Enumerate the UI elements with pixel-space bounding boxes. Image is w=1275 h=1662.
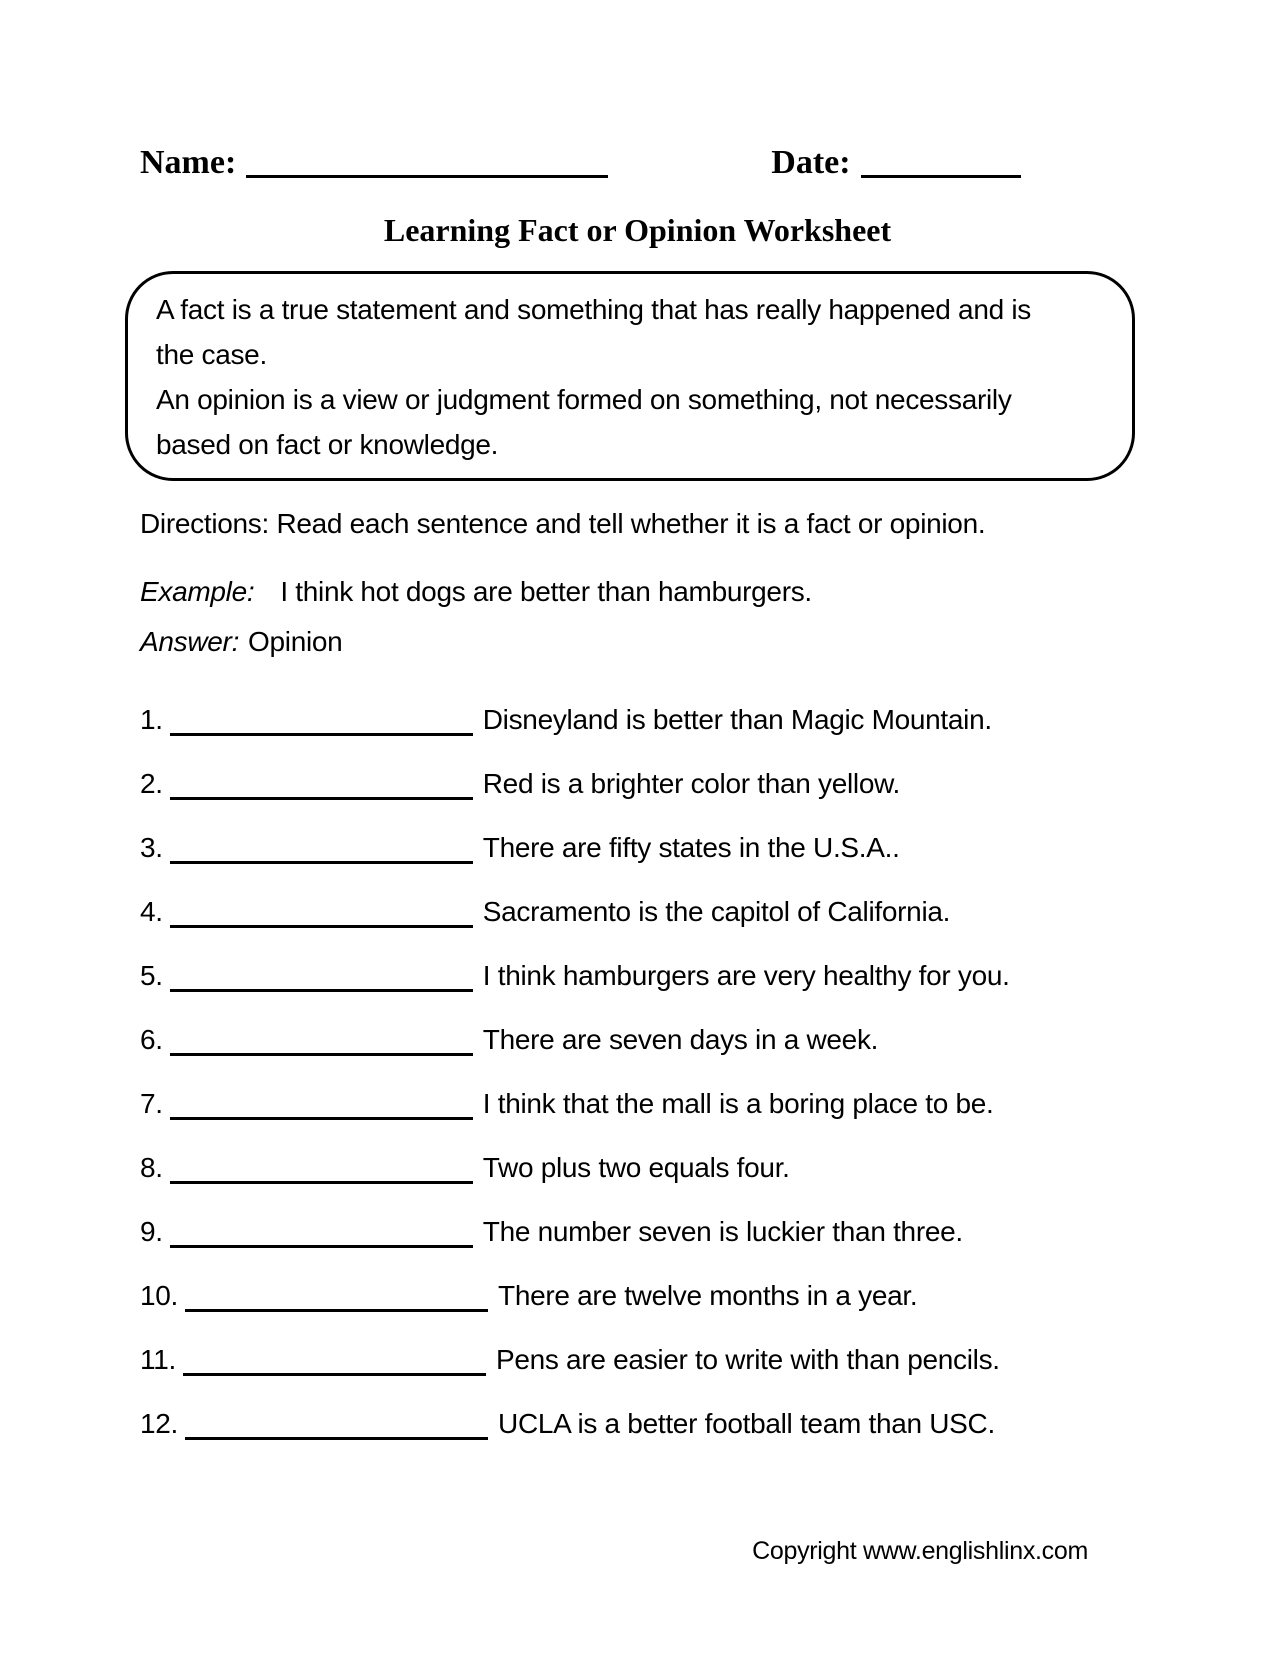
- list-item: [140, 1021, 1135, 1059]
- page-title: Learning Fact or Opinion Worksheet: [383, 212, 892, 248]
- copyright-text: Copyright www.englishlinx.com: [752, 1537, 1088, 1565]
- definition-line: A fact is a true statement and something that has really happened and is: [156, 294, 1031, 325]
- item-sentence: Sacramento is the capitol of California.: [482, 896, 951, 927]
- item-number: 10.: [140, 1280, 179, 1311]
- list-item: [140, 1213, 1135, 1251]
- example-text: I think hot dogs are better than hamburgers.: [280, 576, 812, 607]
- list-item: [140, 1277, 1135, 1315]
- answer-blank[interactable]: [170, 1153, 473, 1184]
- item-number: 9.: [140, 1216, 163, 1247]
- list-item: [140, 1149, 1135, 1187]
- name-input-line[interactable]: [246, 149, 608, 178]
- list-item: [140, 1085, 1135, 1123]
- item-sentence: I think hamburgers are very healthy for you.: [482, 960, 1010, 991]
- item-sentence: I think that the mall is a boring place to be.: [482, 1088, 994, 1119]
- answer-blank[interactable]: [170, 961, 473, 992]
- answer-row: [140, 623, 1135, 661]
- list-item: [140, 765, 1135, 803]
- item-sentence: UCLA is a better football team than USC.: [498, 1408, 995, 1439]
- list-item: [140, 893, 1135, 931]
- item-sentence: Two plus two equals four.: [482, 1152, 790, 1183]
- directions-text: Directions: Read each sentence and tell whether it is a fact or opinion.: [140, 508, 986, 539]
- definition-box: [125, 271, 1135, 481]
- item-sentence: There are twelve months in a year.: [498, 1280, 918, 1311]
- item-number: 11.: [140, 1344, 176, 1375]
- answer-blank[interactable]: [170, 705, 473, 736]
- date-input-line[interactable]: [861, 149, 1021, 178]
- answer-label: Answer:: [140, 626, 240, 657]
- item-number: 3.: [140, 832, 163, 863]
- answer-blank[interactable]: [170, 1089, 473, 1120]
- name-label: Name:: [140, 144, 237, 181]
- item-number: 7.: [140, 1088, 163, 1119]
- list-item: [140, 1341, 1135, 1379]
- answer-blank[interactable]: [170, 833, 473, 864]
- answer-blank[interactable]: [170, 769, 473, 800]
- definition-line: An opinion is a view or judgment formed on something, not necessarily: [156, 384, 1012, 415]
- item-number: 2.: [140, 768, 163, 799]
- items-list: [140, 701, 1135, 1443]
- list-item: [140, 701, 1135, 739]
- list-item: [140, 957, 1135, 995]
- item-sentence: There are fifty states in the U.S.A..: [482, 832, 900, 863]
- answer-blank[interactable]: [170, 897, 473, 928]
- answer-blank[interactable]: [183, 1345, 486, 1376]
- item-number: 6.: [140, 1024, 163, 1055]
- item-sentence: Disneyland is better than Magic Mountain.: [482, 704, 992, 735]
- item-number: 5.: [140, 960, 163, 991]
- item-number: 12.: [140, 1408, 179, 1439]
- item-sentence: Red is a brighter color than yellow.: [482, 768, 900, 799]
- header: [140, 142, 1135, 183]
- answer-blank[interactable]: [170, 1025, 473, 1056]
- item-sentence: There are seven days in a week.: [482, 1024, 879, 1055]
- answer-blank[interactable]: [170, 1217, 473, 1248]
- answer-blank[interactable]: [185, 1281, 488, 1312]
- definition-line: the case.: [156, 339, 267, 370]
- item-number: 1.: [140, 704, 163, 735]
- item-number: 8.: [140, 1152, 163, 1183]
- item-sentence: The number seven is luckier than three.: [482, 1216, 963, 1247]
- example-label: Example:: [140, 576, 255, 607]
- name-group: [140, 142, 608, 183]
- item-sentence: Pens are easier to write with than pencils.: [495, 1344, 1000, 1375]
- answer-text: Opinion: [248, 626, 343, 657]
- item-number: 4.: [140, 896, 163, 927]
- list-item: [140, 829, 1135, 867]
- date-group: [771, 142, 1020, 183]
- example-row: [140, 573, 1135, 611]
- date-label: Date:: [771, 144, 851, 181]
- list-item: [140, 1405, 1135, 1443]
- definition-line: based on fact or knowledge.: [156, 429, 499, 460]
- answer-blank[interactable]: [185, 1409, 488, 1440]
